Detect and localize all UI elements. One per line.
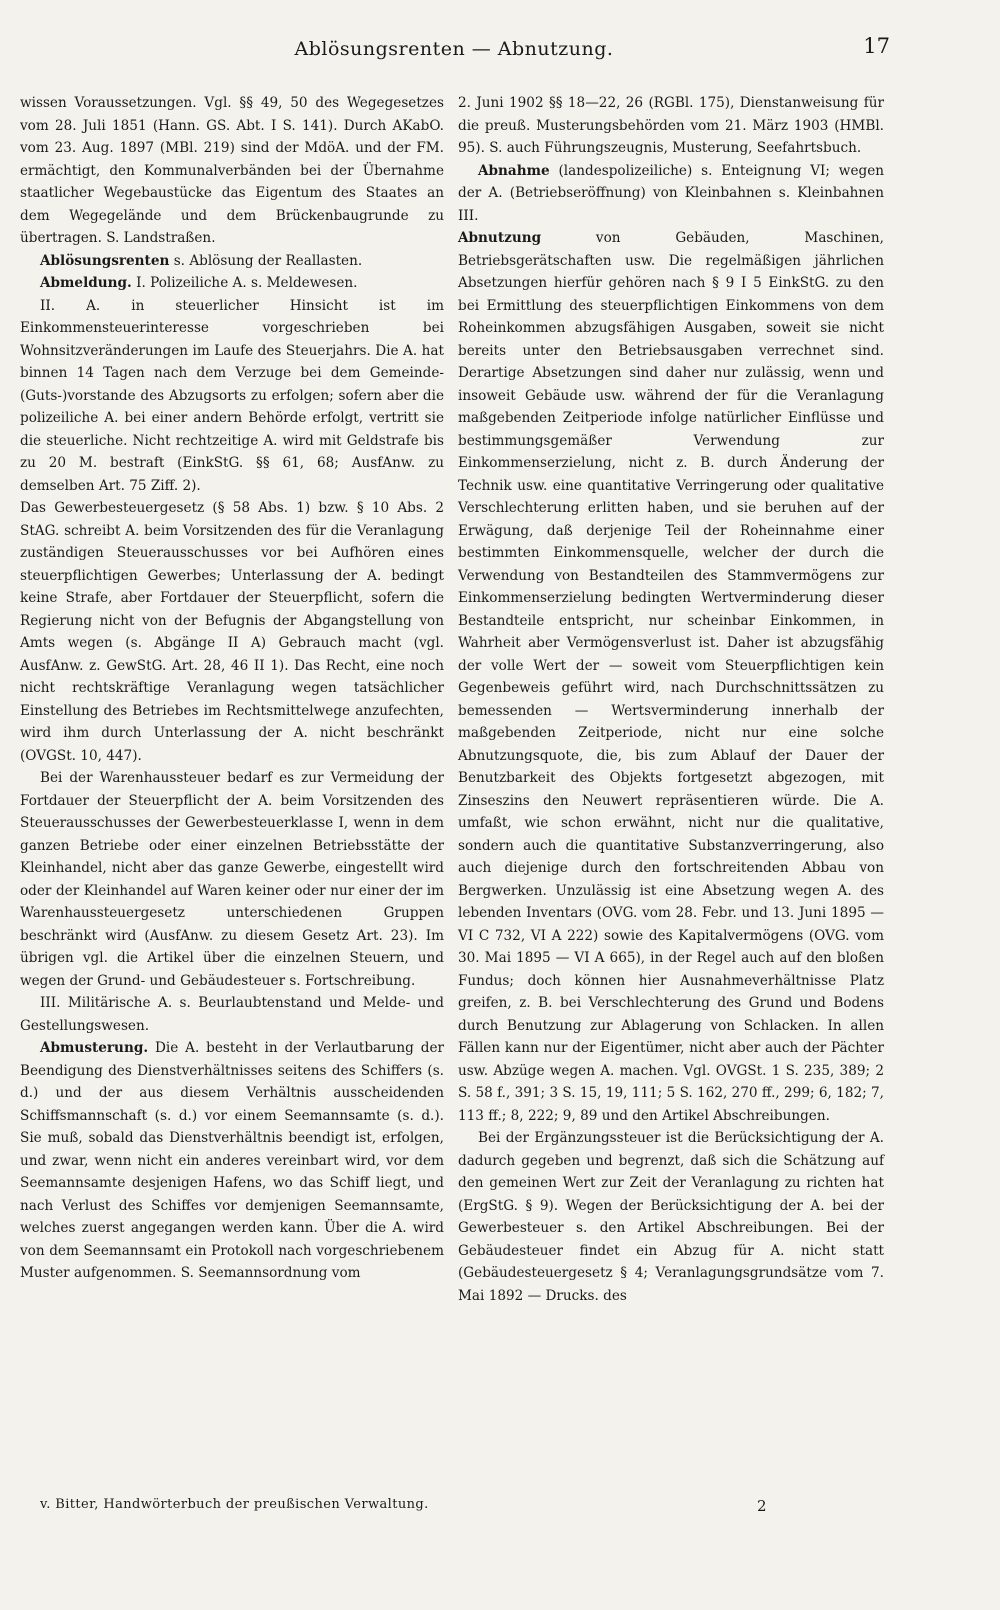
paragraph-text: von Gebäuden, Maschinen, Betriebsgerätschaften usw. Die regelmäßigen jährlichen Absetzungen hierfür gehören nach § 9 I 5 EinkStG. zu den bei Ermittlung des steuerpflichtigen Einkommens von dem Roheinkommen abzugsfähigen Ausgaben, soweit sie nicht bereits unter den Betriebsausgaben verrechnet sind. Derartige Absetzungen sind daher nur zulässig, wenn und insoweit Gebäude usw. während der für die Veranlagung maßgebenden Zeitperiode infolge natürlicher Einflüsse und bestimmungsgemäßer Verwendung zur Einkommenserzielung, nicht z. B. durch Änderung der Technik usw. eine quantitative Verringerung oder qualitative Verschlechterung erlitten haben, und sie beruhen auf der Erwägung, daß derjenige Teil der Roheinnahme einer bestimmten Einkommensquelle, welcher der durch die Verwendung von Bestandteilen des Stammvermögens zur Einkommenserzielung bedingten Wertverminderung dieser Bestandteile entspricht, nur scheinbar Einkommen, in Wahrheit aber Vermögensverlust ist. Daher ist abzugsfähig der volle Wert der — soweit vom Steuerpflichtigen kein Gegenbeweis geführt wird, nach Durchschnittssätzen zu bemessenden — Wertsverminderung innerhalb der maßgebenden Zeitperiode, nicht nur eine solche Abnutzungsquote, die, bis zum Ablauf der Dauer der Benutzbarkeit des Objekts fortgesetzt abgezogen, mit Zinseszins den Neuwert repräsentieren würde. Die A. umfaßt, wie schon erwähnt, nicht nur die qualitative, sondern auch die quantitative Substanzverringerung, also auch diejenige durch den fortschreitenden Abbau von Bergwerken. Unzulässig ist eine Absetzung wegen A. des lebenden Inventars (OVG. vom 28. Febr. und 13. Juni 1895 — VI C 732, VI A 222) sowie des Kapitalvermögens (OVG. vom 30. Mai 1895 — VI A 665), in der Regel auch auf den bloßen Fundus; doch können hier Ausnahmeverhältnisse Platz greifen, z. B. bei Verschlechterung des Grund und Bodens durch Benutzung zur Ablagerung von Schlacken. In allen Fällen kann nur der Eigentümer, nicht aber auch der Pächter usw. Abzüge wegen A. machen. Vgl. OVGSt. 1 S. 235, 389; 2 S. 58 f., 391; 3 S. 15, 19, 111; 5 S. 162, 270 ff., 299; 6, 182; 7, 113 ff.; 8, 222; 9, 89 und den Artikel Abschreibungen. — [458, 230, 884, 1124]
paragraph-text: s. Ablösung der Reallasten. — [169, 252, 363, 269]
paragraph — [458, 160, 884, 228]
footer-citation: v. Bitter, Handwörterbuch der preußischen Verwaltung. — [40, 1497, 429, 1512]
paragraph — [20, 767, 444, 992]
page-number: 17 — [863, 34, 890, 58]
paragraph — [20, 295, 444, 498]
paragraph — [20, 1037, 444, 1285]
paragraph — [20, 272, 444, 295]
paragraph-text: III. Militärische A. s. Beurlaubtenstand und Melde- und Gestellungswesen. — [20, 995, 444, 1034]
right-column — [458, 92, 884, 1307]
paragraph-text: Das Gewerbesteuergesetz (§ 58 Abs. 1) bzw. § 10 Abs. 2 StAG. schreibt A. beim Vorsitzenden des für die Veranlagung zuständigen Steuerausschusses vor bei Aufhören eines steuerpflichtigen Gewerbes; Unterlassung der A. bedingt keine Strafe, aber Fortdauer der Steuerpflicht, sofern die Regierung nicht von der Befugnis der Abgangstellung von Amts wegen (s. Abgänge II A) Gebrauch macht (vgl. AusfAnw. z. GewStG. Art. 28, 46 II 1). Das Recht, eine noch nicht rechtskräftige Veranlagung wegen tatsächlicher Einstellung des Betriebes im Rechtsmittelwege anzufechten, wird ihm durch Unterlassung der A. nicht beschränkt (OVGSt. 10, 447). — [20, 500, 444, 764]
page-header — [18, 34, 890, 64]
running-title: Ablösungsrenten — Abnutzung. — [294, 38, 614, 60]
entry-lemma: Ablösungsrenten — [40, 252, 170, 269]
paragraph-text: Bei der Warenhaussteuer bedarf es zur Vermeidung der Fortdauer der Steuerpflicht der A. beim Vorsitzenden des Steuerausschusses der Gewerbesteuerklasse I, wenn in dem ganzen Betriebe oder einer einzelnen Betriebsstätte der Kleinhandel, nicht aber das ganze Gewerbe, eingestellt wird oder der Kleinhandel auf Waren keiner oder nur einer der im Warenhaussteuergesetz unterschiedenen Gruppen beschränkt wird (AusfAnw. zu diesem Gesetz Art. 23). Im übrigen vgl. die Artikel über die einzelnen Steuern, und wegen der Grund- und Gebäudesteuer s. Fortschreibung. — [20, 770, 444, 989]
left-column — [20, 92, 444, 1285]
paragraph-text: wissen Voraussetzungen. Vgl. §§ 49, 50 des Wegegesetzes vom 28. Juli 1851 (Hann. GS. Abt. I S. 141). Durch AKabO. vom 23. Aug. 1897 (MBl. 219) sind der MdöA. und der FM. ermächtigt, den Kommunalverbänden bei der Übernahme staatlicher Wegebaustücke das Eigentum des Staates an dem Wegegelände und dem Brückenbaugrunde zu übertragen. S. Landstraßen. — [20, 95, 444, 246]
paragraph-text: II. A. in steuerlicher Hinsicht ist im Einkommensteuerinteresse vorgeschrieben bei Wohnsitzveränderungen im Laufe des Steuerjahrs. Die A. hat binnen 14 Tagen nach dem Verzuge bei dem Gemeinde-(Guts-)vorstande des Abzugsorts zu erfolgen; sofern aber die polizeiliche A. bei einer andern Behörde erfolgt, vertritt sie die steuerliche. Nicht rechtzeitige A. wird mit Geldstrafe bis zu 20 M. bestraft (EinkStG. §§ 61, 68; AusfAnw. zu demselben Art. 75 Ziff. 2). — [20, 297, 444, 494]
paragraph-text: I. Polizeiliche A. s. Meldewesen. — [131, 275, 358, 291]
paragraph — [20, 497, 444, 767]
paragraph — [458, 1127, 884, 1307]
entry-lemma: Abnahme — [478, 162, 550, 179]
paragraph — [458, 227, 884, 1127]
entry-lemma: Abnutzung — [458, 230, 542, 246]
paragraph — [20, 992, 444, 1037]
paragraph-text: 2. Juni 1902 §§ 18—22, 26 (RGBl. 175), Dienstanweisung für die preuß. Musterungsbehörden vom 21. März 1903 (HMBl. 95). S. auch Führungszeugnis, Musterung, Seefahrtsbuch. — [458, 95, 884, 156]
paragraph-text: Bei der Ergänzungssteuer ist die Berücksichtigung der A. dadurch gegeben und begrenzt, daß sich die Schätzung auf den gemeinen Wert zur Zeit der Veranlagung zu richten hat (ErgStG. § 9). Wegen der Berücksichtigung der A. bei der Gewerbesteuer s. den Artikel Abschreibungen. Bei der Gebäudesteuer findet ein Abzug für A. nicht statt (Gebäudesteuergesetz § 4; Veranlagungsgrundsätze vom 7. Mai 1892 — Drucks. des — [458, 1130, 884, 1304]
sheet-signature: 2 — [757, 1497, 767, 1515]
paragraph — [458, 92, 884, 160]
entry-lemma: Abmeldung. — [40, 275, 132, 291]
entry-lemma: Abmusterung. — [40, 1040, 149, 1056]
paragraph-text: Die A. besteht in der Verlautbarung der Beendigung des Dienstverhältnisses seitens des Schiffers (s. d.) und der aus diesem Verhältnis ausscheidenden Schiffsmannschaft (s. d.) vor einem Seemannsamte (s. d.). Sie muß, sobald das Dienstverhältnis beendigt ist, erfolgen, und zwar, wenn nicht ein anderes vereinbart wird, vor dem Seemannsamte desjenigen Hafens, wo das Schiff liegt, und nach Verlust des Schiffes vor demjenigen Seemannsamte, welches zuerst angegangen werden kann. Über die A. wird von dem Seemannsamt ein Protokoll nach vorgeschriebenem Muster aufgenommen. S. Seemannsordnung vom — [20, 1040, 444, 1281]
paragraph — [20, 250, 444, 273]
paragraph-text: (landespolizeiliche) s. Enteignung VI; wegen der A. (Betriebseröffnung) von Kleinbahnen s. Kleinbahnen III. — [458, 162, 884, 224]
paragraph — [20, 92, 444, 250]
